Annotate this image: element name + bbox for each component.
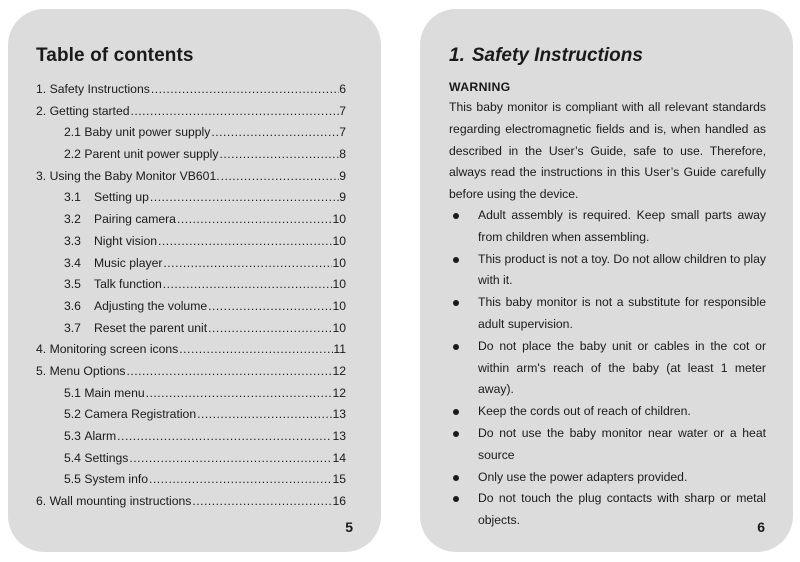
- toc-entry-page: 10: [332, 320, 346, 335]
- toc-entry-number: 5.1: [64, 385, 81, 400]
- toc-entry-title: Talk function: [94, 277, 162, 292]
- toc-entry[interactable]: [36, 187, 346, 209]
- toc-leader: [176, 209, 332, 231]
- toc-entry-number: 3.5: [64, 277, 81, 292]
- toc-entry-title: Adjusting the volume: [94, 298, 208, 313]
- safety-item-text: Keep the cords out of reach of children.: [478, 404, 691, 419]
- toc-entry[interactable]: [36, 318, 346, 340]
- toc-entry-page: 12: [332, 385, 346, 400]
- toc-entry-page: 6: [339, 82, 346, 96]
- toc-entry[interactable]: [36, 426, 346, 448]
- toc-entry-number: 5.3: [64, 429, 81, 443]
- safety-item: [449, 336, 766, 401]
- toc-entry-number: 3.2: [64, 212, 81, 227]
- toc-entry-title: Parent unit power supply: [84, 147, 219, 162]
- toc-entry-number: 3.1: [64, 190, 81, 205]
- toc-entry-page: 15: [332, 472, 346, 487]
- toc-entry-page: 7: [339, 125, 346, 140]
- toc-entry[interactable]: [36, 122, 346, 144]
- toc-leader: [149, 187, 339, 209]
- safety-item-text: Do not use the baby monitor near water or a heat source: [478, 425, 766, 462]
- toc-entry-number: 3.: [36, 168, 47, 183]
- toc-entry-page: 13: [332, 429, 346, 443]
- toc-entry[interactable]: [36, 469, 346, 491]
- section-title: [449, 45, 643, 67]
- toc-entry-title: Safety Instructions: [49, 82, 150, 96]
- safety-item: [449, 205, 766, 249]
- bullet-icon: [453, 213, 459, 219]
- safety-item: [449, 467, 766, 489]
- toc-entry[interactable]: [36, 404, 346, 426]
- toc-entry-title: Settings: [84, 450, 129, 465]
- safety-item-text: Only use the power adapters provided.: [478, 469, 688, 484]
- toc-entry-title: Using the Baby Monitor VB601.: [49, 168, 220, 183]
- toc-leader: [145, 383, 333, 405]
- toc-entry-number: 4.: [36, 342, 47, 357]
- warning-heading: WARNING: [449, 80, 511, 94]
- toc-leader: [207, 296, 332, 318]
- toc-entry[interactable]: [36, 339, 346, 361]
- bullet-icon: [453, 257, 459, 263]
- bullet-icon: [453, 409, 459, 415]
- safety-list: [449, 205, 766, 532]
- toc-entry-page: 11: [333, 342, 346, 357]
- toc-leader: [157, 231, 332, 253]
- toc-entry[interactable]: [36, 491, 346, 513]
- toc-entry-title: Reset the parent unit: [94, 320, 208, 335]
- toc-leader: [220, 166, 340, 188]
- bullet-icon: [453, 496, 459, 502]
- toc-entry-title: System info: [84, 472, 149, 487]
- safety-item-text: Adult assembly is required. Keep small parts away from children when assembling.: [478, 208, 766, 244]
- toc-entry[interactable]: [36, 79, 346, 101]
- safety-item-text: This baby monitor is not a substitute for responsible adult supervision.: [478, 295, 766, 331]
- toc-leader: [207, 318, 332, 340]
- toc-entry-page: 12: [332, 363, 346, 378]
- safety-item: [449, 292, 766, 336]
- toc-entry-title: Baby unit power supply: [84, 125, 211, 140]
- toc-leader: [116, 426, 332, 448]
- toc-leader: [178, 339, 333, 361]
- toc-entry[interactable]: [36, 166, 346, 188]
- toc-title: Table of contents: [36, 45, 194, 66]
- safety-item: [449, 488, 766, 532]
- toc-entry-title: Wall mounting instructions: [49, 494, 192, 509]
- toc-entry-number: 2.2: [64, 147, 81, 162]
- bullet-icon: [453, 431, 459, 437]
- bullet-icon: [453, 344, 459, 350]
- toc-entry-number: 3.6: [64, 298, 81, 313]
- toc-entry[interactable]: [36, 448, 346, 470]
- toc-entry-page: 14: [332, 450, 346, 465]
- toc-entry-page: 16: [332, 494, 346, 509]
- toc-entry-page: 10: [332, 233, 346, 248]
- section-number: 1.: [449, 45, 465, 66]
- toc-entry[interactable]: [36, 274, 346, 296]
- toc-entry-number: 1.: [36, 82, 47, 96]
- toc-entry-page: 10: [332, 298, 346, 313]
- toc-entry-title: Pairing camera: [94, 212, 176, 227]
- toc-leader: [128, 448, 332, 470]
- safety-item-text: This product is not a toy. Do not allow children to play with it.: [478, 251, 766, 288]
- toc-entry-title: Menu Options: [49, 363, 126, 378]
- toc-entry-page: 13: [332, 407, 346, 422]
- safety-item-text: Do not touch the plug contacts with sharp or metal objects.: [478, 491, 766, 528]
- toc-entry-number: 5.: [36, 363, 47, 378]
- toc-leader: [150, 79, 339, 101]
- toc-entry-number: 3.4: [64, 255, 81, 270]
- toc-entry[interactable]: [36, 361, 346, 383]
- toc-entry-title: Music player: [94, 255, 163, 270]
- toc-entry-number: 2.1: [64, 125, 81, 140]
- safety-page: [420, 9, 793, 552]
- toc-entry-number: 2.: [36, 103, 47, 118]
- toc-entry-number: 5.2: [64, 407, 81, 422]
- toc-entry-title: Night vision: [94, 233, 157, 248]
- toc-leader: [148, 469, 332, 491]
- toc-entry[interactable]: [36, 144, 346, 166]
- toc-entry[interactable]: [36, 253, 346, 275]
- toc-entry-page: 10: [332, 255, 346, 270]
- toc-entry[interactable]: [36, 209, 346, 231]
- toc-entry[interactable]: [36, 101, 346, 123]
- bullet-icon: [453, 300, 459, 306]
- safety-item: [449, 401, 766, 423]
- toc-leader: [130, 101, 340, 123]
- toc-entry-title: Camera Registration: [84, 407, 197, 422]
- safety-item: [449, 423, 766, 467]
- toc-list: [36, 79, 346, 513]
- page-number: 5: [345, 519, 353, 535]
- toc-entry[interactable]: [36, 296, 346, 318]
- toc-leader: [125, 361, 332, 383]
- toc-entry[interactable]: [36, 383, 346, 405]
- toc-entry-page: 9: [339, 190, 346, 205]
- bullet-icon: [453, 475, 459, 481]
- safety-item-text: Do not place the baby unit or cables in the cot or within arm's reach of the baby (at least 1 meter away).: [478, 338, 766, 397]
- toc-leader: [218, 144, 339, 166]
- toc-entry-title: Monitoring screen icons: [49, 342, 179, 357]
- toc-entry-page: 8: [339, 147, 346, 162]
- page-number: 6: [757, 519, 765, 535]
- toc-entry-number: 3.7: [64, 320, 81, 335]
- toc-entry-page: 7: [339, 103, 346, 118]
- toc-leader: [191, 491, 332, 513]
- safety-item: [449, 249, 766, 293]
- toc-entry-page: 9: [339, 168, 346, 183]
- section-title-text: Safety Instructions: [471, 45, 643, 66]
- toc-entry-number: 5.5: [64, 472, 81, 487]
- intro-paragraph: This baby monitor is compliant with all relevant standards regarding electromagnetic fields and is, when handled as described in the User’s Guide, safe to use. Therefore, always read the instructions in this User’s Guide carefully before using the device.: [449, 100, 766, 202]
- toc-leader: [196, 404, 332, 426]
- toc-entry-title: Alarm: [84, 429, 117, 443]
- toc-entry-number: 3.3: [64, 233, 81, 248]
- toc-leader: [210, 122, 339, 144]
- toc-entry-title: Main menu: [84, 385, 145, 400]
- toc-page: [8, 9, 381, 552]
- toc-entry[interactable]: [36, 231, 346, 253]
- toc-entry-number: 6.: [36, 494, 47, 509]
- toc-entry-page: 10: [332, 277, 346, 292]
- toc-leader: [162, 274, 333, 296]
- toc-entry-title: Getting started: [49, 103, 130, 118]
- toc-entry-page: 10: [332, 212, 346, 227]
- toc-entry-title: Setting up: [94, 190, 149, 205]
- toc-entry-number: 5.4: [64, 450, 81, 465]
- toc-leader: [162, 253, 332, 275]
